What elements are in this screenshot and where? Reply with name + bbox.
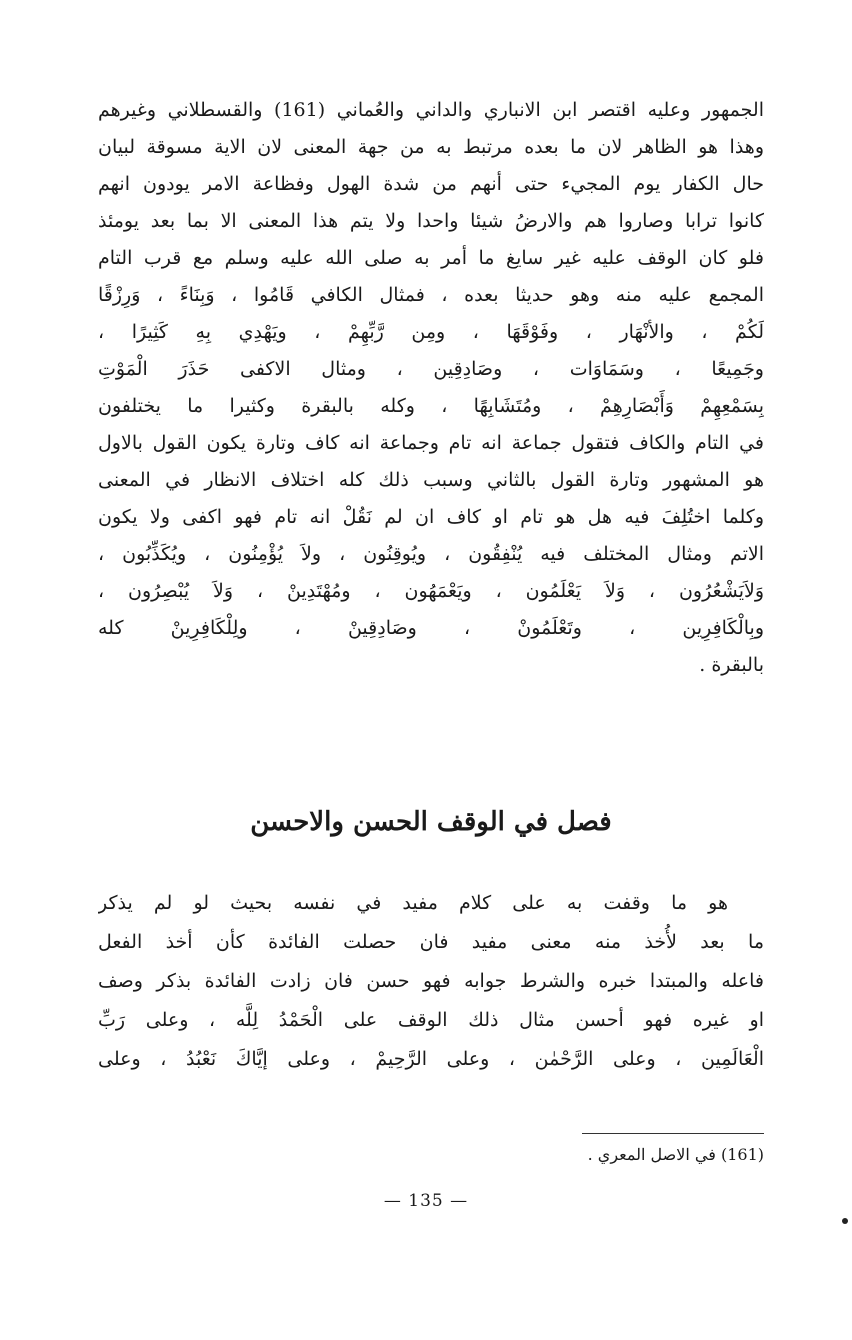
main-paragraph [98,92,764,684]
text-line: الْعَالَمِين ، وعلى الرَّحْمٰن ، وعلى الرَّحِيمْ ، وعلى إيَّاكَ نَعْبُدُ ، وعلى [98,1048,764,1070]
text-line: وبِالْكَافِرِين ، وتَعْلَمُونْ ، وصَادِقِينْ ، ولِلْكَافِرِينْ كله [98,617,764,639]
text-line: وهذا هو الظاهر لان ما بعده مرتبط به من جهة المعنى لان الاية مسوقة لبيان [98,136,764,158]
text-line: فاعله والمبتدا خبره والشرط جوابه فهو حسن فان زادت الفائدة بذكر وصف [98,970,764,992]
margin-dot-mark [842,1218,848,1224]
text-line: المجمع عليه منه وهو حديثا بعده ، فمثال الكافي قَامُوا ، وَبِنَاءً ، وَرِزْقًا [98,284,764,306]
section-paragraph [98,884,764,1079]
text-line: وَلاَيَشْعُرُون ، وَلاَ يَعْلَمُون ، ويَعْمَهُون ، ومُهْتَدِينْ ، وَلاَ يُبْصِرُون ، [98,580,764,602]
text-line: كانوا ترابا وصاروا هم والارضُ شيئا واحدا ولا يتم هذا المعنى الا بما بعد يومئذ [98,210,764,232]
footnote-divider [582,1133,764,1134]
footnote: (161) في الاصل المعري . [587,1145,764,1164]
section-heading: فصل في الوقف الحسن والاحسن [250,807,612,837]
text-line: ما بعد لأُخذ منه معنى مفيد فان حصلت الفائدة كأن أخذ الفعل [98,931,764,953]
page-number: — 135 — [383,1191,469,1211]
text-line: في التام والكاف فتقول جماعة انه تام وجماعة انه كاف وتارة يكون القول بالاول [98,432,764,454]
text-line: بالبقرة . [699,654,764,676]
text-line: او غيره فهو أحسن مثال ذلك الوقف على الْحَمْدُ لِلَّه ، وعلى رَبِّ [98,1009,764,1031]
text-line: الاتم ومثال المختلف فيه يُنْفِقُون ، ويُوقِنُون ، ولاَ يُؤْمِنُون ، ويُكَذِّبُون ، [98,543,764,565]
text-line: هو ما وقفت به على كلام مفيد في نفسه بحيث لو لم يذكر [98,892,728,914]
text-line: الجمهور وعليه اقتصر ابن الانباري والداني والعُماني (161) والقسطلاني وغيرهم [98,99,764,121]
text-line: بِسَمْعِهِمْ وَأَبْصَارِهِمْ ، ومُتَشَابِهًا ، وكله بالبقرة وكثيرا ما يختلفون [98,395,764,417]
text-line: هو المشهور وتارة القول بالثاني وسبب ذلك كله اختلاف الانظار في المعنى [98,469,764,491]
text-line: فلو كان الوقف عليه غير سايغ ما أمر به صلى الله عليه وسلم مع قرب التام [98,247,764,269]
text-line: وجَمِيعًا ، وسَمَاوَات ، وصَادِقِين ، ومثال الاكفى حَذَرَ الْمَوْتِ [98,358,764,380]
text-line: حال الكفار يوم المجيء حتى أنهم من شدة الهول وفظاعة الامر يودون انهم [98,173,764,195]
text-line: وكلما اختُلِفَ فيه هل هو تام او كاف ان لم نَقُلْ انه تام فهو اكفى ولا يكون [98,506,764,528]
text-line: لَكُمْ ، والأنْهَار ، وفَوْقَهَا ، ومِن رَّبِّهِمْ ، ويَهْدِي بِهِ كَثِيرًا ، [98,321,764,343]
